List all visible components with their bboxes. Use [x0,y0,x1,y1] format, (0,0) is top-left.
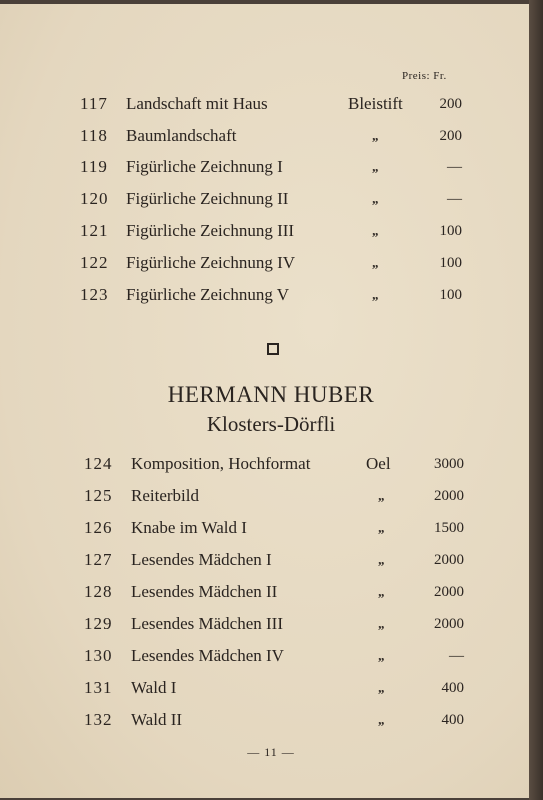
entry-medium: „ [378,712,385,727]
entry-price: 2000 [434,584,464,600]
entry-number: 126 [84,518,113,537]
book-spine-edge [529,0,543,800]
entry-price: — [449,648,464,664]
entry-price: — [447,159,462,175]
entry-medium: „ [372,191,379,206]
artist-location: Klosters-Dörfli [206,412,336,436]
catalog-entry [0,451,530,477]
catalog-entry [0,675,530,701]
entry-number: 125 [84,486,113,505]
entry-number: 127 [84,550,113,569]
section-divider-square [267,343,279,355]
entry-price: 100 [439,255,462,271]
entry-number: 118 [80,126,108,145]
entry-number: 119 [80,157,108,176]
catalog-entry [0,154,530,180]
page-number: — 11 — [247,745,295,759]
catalog-entry [0,643,530,669]
catalog-entry [0,218,530,244]
entry-medium: „ [378,552,385,567]
entry-medium: „ [372,159,379,174]
entry-number: 122 [80,253,109,272]
entry-title: Reiterbild [131,486,199,505]
catalog-entry [0,483,530,509]
entry-price: 100 [439,223,462,239]
entry-price: — [447,191,462,207]
entry-title: Lesendes Mädchen I [131,550,272,569]
entry-medium: Oel [366,454,391,473]
entry-title: Figürliche Zeichnung III [126,221,295,240]
entry-number: 128 [84,582,113,601]
catalog-entry [0,515,530,541]
entry-title: Komposition, Hochformat [131,454,311,473]
entry-title: Baumlandschaft [126,126,237,145]
entry-medium: „ [378,680,385,695]
catalog-entry [0,123,530,149]
entry-title: Figürliche Zeichnung I [126,157,283,176]
entry-title: Figürliche Zeichnung II [126,189,289,208]
entry-price: 400 [441,712,464,728]
entry-medium: „ [378,520,385,535]
entry-title: Wald II [131,710,183,729]
entry-number: 129 [84,614,113,633]
entry-price: 3000 [434,456,464,472]
price-column-header: Preis: Fr. [402,70,447,82]
catalog-entry [0,579,530,605]
entry-number: 120 [80,189,109,208]
catalog-entry [0,250,530,276]
entry-title: Wald I [131,678,177,697]
catalog-entry [0,282,530,308]
entry-price: 200 [439,96,462,112]
entry-title: Figürliche Zeichnung IV [126,253,296,272]
entry-price: 200 [439,128,462,144]
artist-name: HERMANN HUBER [167,382,375,407]
entry-title: Lesendes Mädchen IV [131,646,284,665]
entry-price: 2000 [434,488,464,504]
entry-medium: „ [372,287,379,302]
entry-medium: „ [378,584,385,599]
entry-price: 1500 [434,520,464,536]
entry-medium: „ [372,223,379,238]
entry-medium: „ [378,616,385,631]
entry-number: 117 [80,94,108,113]
entry-number: 132 [84,710,113,729]
entry-number: 121 [80,221,109,240]
entry-medium: „ [378,488,385,503]
catalog-entry [0,547,530,573]
catalog-entry [0,707,530,733]
entry-title: Figürliche Zeichnung V [126,285,290,304]
entry-price: 100 [439,287,462,303]
entry-number: 131 [84,678,113,697]
catalog-entry [0,186,530,212]
entry-title: Lesendes Mädchen II [131,582,278,601]
entry-number: 123 [80,285,109,304]
entry-title: Landschaft mit Haus [126,94,268,113]
catalog-page [0,4,530,798]
catalog-entry [0,611,530,637]
entry-price: 2000 [434,552,464,568]
entry-number: 124 [84,454,113,473]
entry-medium: „ [372,255,379,270]
catalog-entry [0,91,530,117]
entry-medium: Bleistift [348,94,403,113]
entry-price: 400 [441,680,464,696]
entry-title: Lesendes Mädchen III [131,614,283,633]
entry-price: 2000 [434,616,464,632]
entry-number: 130 [84,646,113,665]
entry-medium: „ [378,648,385,663]
entry-medium: „ [372,128,379,143]
entry-title: Knabe im Wald I [131,518,247,537]
